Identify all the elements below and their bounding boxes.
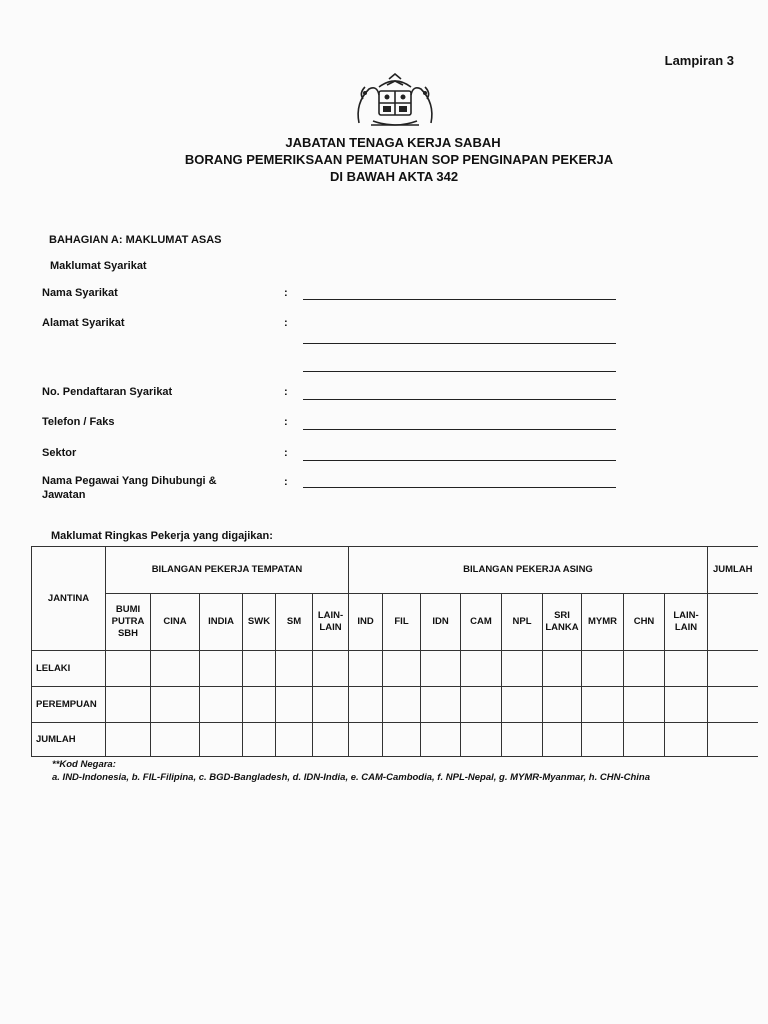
kod-negara-note — [52, 758, 650, 784]
col-npl: NPL — [502, 594, 543, 651]
cell-input[interactable] — [151, 723, 200, 757]
cell-input[interactable] — [582, 723, 624, 757]
cell-input[interactable] — [383, 687, 421, 723]
cell-input[interactable] — [243, 723, 276, 757]
cell-input[interactable] — [106, 687, 151, 723]
cell-input[interactable] — [276, 687, 313, 723]
cell-input[interactable] — [582, 687, 624, 723]
cell-input[interactable] — [200, 723, 243, 757]
kod-negara-list: a. IND-Indonesia, b. FIL-Filipina, c. BGD-Bangladesh, d. IDN-India, e. CAM-Cambodia, f. NPL-Nepal, g. MYMR-Myanmar, h. CHN-China — [52, 772, 651, 783]
col-ind: IND — [349, 594, 383, 651]
cell-input[interactable] — [313, 651, 349, 687]
cell-input[interactable] — [313, 723, 349, 757]
col-jumlah-cell — [708, 594, 758, 651]
cell-input[interactable] — [461, 723, 502, 757]
cell-input[interactable] — [543, 723, 582, 757]
nama-syarikat-label: Nama Syarikat — [42, 287, 118, 299]
company-info-subtitle: Maklumat Syarikat — [50, 260, 147, 272]
cell-input[interactable] — [624, 687, 665, 723]
col-idn: IDN — [421, 594, 461, 651]
cell-input[interactable] — [151, 651, 200, 687]
col-sri-line2: LANKA — [545, 622, 579, 633]
col-tempatan-lain-line1: LAIN- — [317, 610, 344, 621]
cell-input[interactable] — [708, 651, 758, 687]
col-swk: SWK — [243, 594, 276, 651]
cell-input[interactable] — [243, 651, 276, 687]
header-department: JABATAN TENAGA KERJA SABAH — [285, 135, 501, 150]
col-jumlah-header: JUMLAH — [708, 547, 758, 594]
col-cam: CAM — [461, 594, 502, 651]
col-fil: FIL — [383, 594, 421, 651]
cell-input[interactable] — [276, 651, 313, 687]
section-a-title: BAHAGIAN A: MAKLUMAT ASAS — [49, 234, 222, 246]
col-asing-lain-line2: LAIN — [674, 622, 698, 633]
nama-syarikat-colon: : — [284, 287, 288, 299]
sektor-input-line[interactable] — [303, 460, 616, 461]
cell-input[interactable] — [708, 687, 758, 723]
table-header-columns-row — [32, 594, 758, 651]
col-sri-lanka — [543, 594, 582, 651]
cell-input[interactable] — [243, 687, 276, 723]
cell-input[interactable] — [502, 723, 543, 757]
col-asing-lain-lain — [665, 594, 708, 651]
col-bumiputra-line3: SBH — [117, 628, 139, 639]
cell-input[interactable] — [708, 723, 758, 757]
header-form-title: BORANG PEMERIKSAAN PEMATUHAN SOP PENGINAPAN PEKERJA — [184, 152, 614, 167]
cell-input[interactable] — [106, 651, 151, 687]
table-row-lelaki — [32, 651, 758, 687]
col-cina: CINA — [151, 594, 200, 651]
col-sri-line1: SRI — [554, 610, 570, 621]
telefon-faks-colon: : — [284, 416, 288, 428]
kod-negara-title: **Kod Negara: — [52, 759, 116, 770]
col-tempatan-lain-line2: LAIN — [319, 622, 342, 633]
cell-input[interactable] — [502, 651, 543, 687]
sektor-colon: : — [284, 447, 288, 459]
pegawai-label-line1: Nama Pegawai Yang Dihubungi & — [42, 475, 217, 487]
coat-of-arms-icon — [349, 73, 441, 133]
nama-syarikat-input-line[interactable] — [303, 299, 616, 300]
cell-input[interactable] — [461, 687, 502, 723]
cell-input[interactable] — [349, 687, 383, 723]
cell-input[interactable] — [349, 651, 383, 687]
col-tempatan-lain-lain — [313, 594, 349, 651]
no-pendaftaran-label: No. Pendaftaran Syarikat — [42, 386, 173, 398]
workers-summary-table — [31, 546, 758, 757]
lampiran-label: Lampiran 3 — [664, 53, 734, 68]
telefon-faks-input-line[interactable] — [303, 429, 616, 430]
cell-input[interactable] — [582, 651, 624, 687]
col-bumiputra-line2: PUTRA — [111, 616, 145, 627]
cell-input[interactable] — [313, 687, 349, 723]
col-asing-lain-line1: LAIN- — [673, 610, 699, 621]
row-label-lelaki: LELAKI — [32, 651, 106, 687]
no-pendaftaran-colon: : — [284, 386, 288, 398]
group-asing-header: BILANGAN PEKERJA ASING — [349, 547, 708, 594]
col-mymr: MYMR — [582, 594, 624, 651]
cell-input[interactable] — [200, 687, 243, 723]
table-header-group-row — [32, 547, 758, 594]
cell-input[interactable] — [151, 687, 200, 723]
cell-input[interactable] — [665, 723, 708, 757]
workers-summary-title: Maklumat Ringkas Pekerja yang digajikan: — [51, 530, 273, 542]
pegawai-input-line[interactable] — [303, 487, 616, 488]
telefon-faks-label: Telefon / Faks — [42, 416, 115, 428]
cell-input[interactable] — [461, 651, 502, 687]
col-jantina-header: JANTINA — [32, 547, 106, 651]
pegawai-colon: : — [284, 476, 288, 488]
alamat-syarikat-label: Alamat Syarikat — [42, 317, 125, 329]
no-pendaftaran-input-line[interactable] — [303, 399, 616, 400]
cell-input[interactable] — [421, 687, 461, 723]
cell-input[interactable] — [624, 651, 665, 687]
form-header — [0, 134, 768, 185]
alamat-syarikat-input-line-1[interactable] — [303, 343, 616, 344]
col-chn: CHN — [624, 594, 665, 651]
table-row-perempuan — [32, 687, 758, 723]
table-row-jumlah — [32, 723, 758, 757]
alamat-syarikat-input-line-2[interactable] — [303, 371, 616, 372]
col-bumiputra-sbh — [106, 594, 151, 651]
cell-input[interactable] — [665, 687, 708, 723]
col-india: INDIA — [200, 594, 243, 651]
cell-input[interactable] — [349, 723, 383, 757]
cell-input[interactable] — [543, 687, 582, 723]
cell-input[interactable] — [543, 651, 582, 687]
pegawai-label-line2: Jawatan — [42, 489, 86, 501]
cell-input[interactable] — [421, 651, 461, 687]
sektor-label: Sektor — [42, 447, 77, 459]
pegawai-label — [42, 474, 272, 502]
cell-input[interactable] — [383, 723, 421, 757]
cell-input[interactable] — [383, 651, 421, 687]
row-label-perempuan: PEREMPUAN — [32, 687, 106, 723]
cell-input[interactable] — [106, 723, 151, 757]
cell-input[interactable] — [276, 723, 313, 757]
group-tempatan-header: BILANGAN PEKERJA TEMPATAN — [106, 547, 349, 594]
cell-input[interactable] — [421, 723, 461, 757]
cell-input[interactable] — [624, 723, 665, 757]
cell-input[interactable] — [200, 651, 243, 687]
alamat-syarikat-colon: : — [284, 317, 288, 329]
col-bumiputra-line1: BUMI — [115, 604, 141, 615]
header-act: DI BAWAH AKTA 342 — [329, 169, 459, 184]
cell-input[interactable] — [665, 651, 708, 687]
cell-input[interactable] — [502, 687, 543, 723]
col-sm: SM — [276, 594, 313, 651]
row-label-jumlah: JUMLAH — [32, 723, 106, 757]
